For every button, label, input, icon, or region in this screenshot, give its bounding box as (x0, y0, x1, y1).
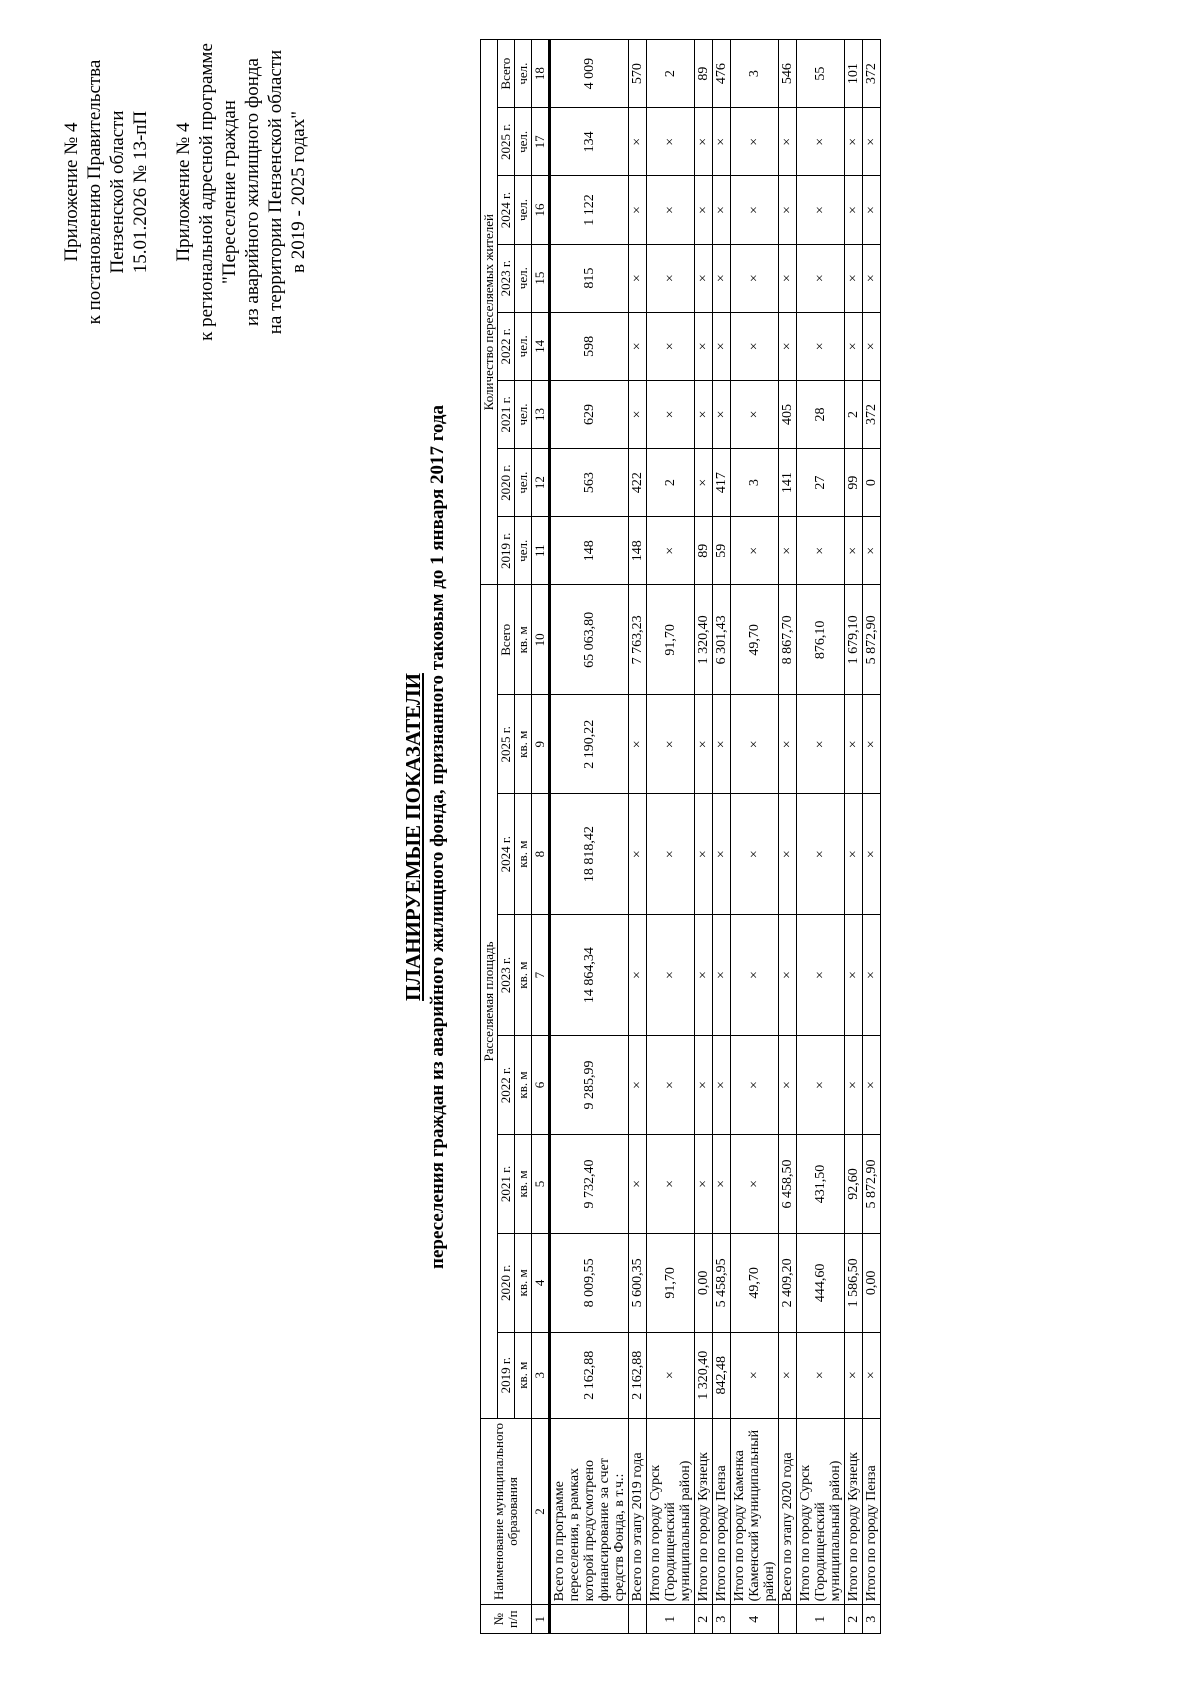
people-cell: × (647, 380, 695, 448)
people-cell: × (731, 380, 779, 448)
table-row (695, 40, 713, 1634)
row-number: 3 (863, 1605, 881, 1634)
people-cell: 89 (695, 517, 713, 585)
people-cell: × (713, 108, 731, 176)
area-cell: × (863, 1036, 881, 1135)
table-row (550, 40, 629, 1634)
area-cell: × (713, 1134, 731, 1233)
people-cell: × (713, 312, 731, 380)
column-number: 11 (532, 517, 550, 585)
people-cell: 2 (845, 380, 863, 448)
people-cell: × (863, 244, 881, 312)
header-people-group: Количество переселяемых жителей (481, 40, 498, 585)
area-cell: × (863, 915, 881, 1036)
approval-line: Приложение № 4 (61, 122, 82, 262)
area-cell: 5 600,35 (629, 1233, 647, 1332)
area-cell: × (695, 794, 713, 915)
area-cell: × (647, 695, 695, 794)
people-cell: × (695, 244, 713, 312)
people-cell: 372 (863, 380, 881, 448)
people-cell: × (845, 176, 863, 244)
unit-people: чел. (515, 108, 532, 176)
people-cell: × (629, 312, 647, 380)
appendix-line: к региональной адресной программе (196, 43, 217, 341)
unit-area: кв. м (515, 695, 532, 794)
area-cell: × (647, 1332, 695, 1418)
people-cell: 4 009 (550, 40, 629, 108)
area-cell: × (779, 794, 797, 915)
area-cell: × (713, 1036, 731, 1135)
people-cell: × (863, 176, 881, 244)
people-cell: 2 (647, 40, 695, 108)
header-row-years (498, 40, 515, 1634)
area-cell: 5 458,95 (713, 1233, 731, 1332)
header-people-year: 2024 г. (498, 176, 515, 244)
people-cell: 28 (797, 380, 845, 448)
area-cell: 14 864,34 (550, 915, 629, 1036)
area-cell: 2 162,88 (550, 1332, 629, 1418)
area-cell: 7 763,23 (629, 585, 647, 695)
people-cell: × (863, 517, 881, 585)
table-row (713, 40, 731, 1634)
people-cell: 417 (713, 449, 731, 517)
area-cell: 1 320,40 (695, 585, 713, 695)
header-area-total: Всего (498, 585, 515, 695)
area-cell: × (713, 794, 731, 915)
people-cell: × (779, 108, 797, 176)
column-number: 6 (532, 1036, 550, 1135)
people-cell: × (647, 517, 695, 585)
area-cell: × (731, 1134, 779, 1233)
people-cell: 563 (550, 449, 629, 517)
people-cell: × (695, 449, 713, 517)
people-cell: × (629, 176, 647, 244)
row-municipality-name: Всего по программе переселения, в рамках которой предусмотрено финансирование за счет средств Фонда, в т.ч.: (550, 1418, 629, 1605)
area-cell: × (797, 794, 845, 915)
unit-people: чел. (515, 449, 532, 517)
area-cell: × (695, 695, 713, 794)
people-cell: × (863, 108, 881, 176)
column-number: 1 (532, 1605, 550, 1634)
people-cell: × (779, 312, 797, 380)
header-num: № п/п (481, 1605, 532, 1634)
header-area-year: 2021 г. (498, 1134, 515, 1233)
unit-people: чел. (515, 380, 532, 448)
indicators-table-wrapper (480, 39, 881, 1634)
row-number: 3 (713, 1605, 731, 1634)
area-cell: × (863, 695, 881, 794)
people-cell: 59 (713, 517, 731, 585)
people-cell: 2 (647, 449, 695, 517)
people-cell: × (845, 244, 863, 312)
area-cell: × (629, 1036, 647, 1135)
row-municipality-name: Итого по городу Пенза (713, 1418, 731, 1605)
area-cell: × (863, 1332, 881, 1418)
appendix-line: в 2019 - 2025 годах" (288, 111, 309, 273)
unit-people: чел. (515, 176, 532, 244)
unit-people: чел. (515, 40, 532, 108)
table-row (647, 40, 695, 1634)
header-area-year: 2019 г. (498, 1332, 515, 1418)
column-number: 5 (532, 1134, 550, 1233)
column-number: 8 (532, 794, 550, 915)
area-cell: × (695, 1134, 713, 1233)
area-cell: × (647, 794, 695, 915)
row-number (550, 1605, 629, 1634)
people-cell: × (731, 312, 779, 380)
area-cell: × (779, 1332, 797, 1418)
people-cell: 148 (550, 517, 629, 585)
people-cell: 148 (629, 517, 647, 585)
area-cell: 0,00 (863, 1233, 881, 1332)
area-cell: 8 867,70 (779, 585, 797, 695)
row-municipality-name: Всего по этапу 2020 года (779, 1418, 797, 1605)
column-numbers-row (532, 40, 550, 1634)
people-cell: × (647, 312, 695, 380)
area-cell: × (845, 1332, 863, 1418)
appendix-line: из аварийного жилищного фонда (242, 58, 263, 326)
people-cell: 629 (550, 380, 629, 448)
column-number: 17 (532, 108, 550, 176)
table-row (731, 40, 779, 1634)
people-cell: × (797, 108, 845, 176)
document-subtitle: переселения граждан из аварийного жилищного фонда, признанного таковым до 1 января 2017 года (427, 405, 448, 1269)
people-cell: × (845, 517, 863, 585)
header-area-year: 2024 г. (498, 794, 515, 915)
people-cell: 570 (629, 40, 647, 108)
header-area-year: 2025 г. (498, 695, 515, 794)
people-cell: × (713, 176, 731, 244)
people-cell: 598 (550, 312, 629, 380)
header-people-year: 2021 г. (498, 380, 515, 448)
header-area-year: 2023 г. (498, 915, 515, 1036)
area-cell: × (731, 794, 779, 915)
people-cell: × (647, 244, 695, 312)
area-cell: × (647, 1134, 695, 1233)
people-cell: × (695, 380, 713, 448)
header-people-year: 2023 г. (498, 244, 515, 312)
row-number: 1 (647, 1605, 695, 1634)
area-cell: 92,60 (845, 1134, 863, 1233)
area-cell: 91,70 (647, 585, 695, 695)
area-cell: × (797, 1036, 845, 1135)
row-municipality-name: Итого по городу Каменка (Каменский муниципальный район) (731, 1418, 779, 1605)
unit-area: кв. м (515, 1036, 532, 1135)
area-cell: 6 301,43 (713, 585, 731, 695)
area-cell: 5 872,90 (863, 585, 881, 695)
unit-area: кв. м (515, 1332, 532, 1418)
area-cell: 1 586,50 (845, 1233, 863, 1332)
approval-line: 15.01.2026 № 13-пП (130, 110, 151, 274)
column-number: 3 (532, 1332, 550, 1418)
approval-line: к постановлению Правительства (84, 59, 105, 325)
row-municipality-name: Итого по городу Пенза (863, 1418, 881, 1605)
people-cell: × (731, 517, 779, 585)
people-cell: 141 (779, 449, 797, 517)
unit-area: кв. м (515, 585, 532, 695)
header-people-total: Всего (498, 40, 515, 108)
column-number: 13 (532, 380, 550, 448)
area-cell: 2 190,22 (550, 695, 629, 794)
area-cell: × (845, 1036, 863, 1135)
people-cell: 99 (845, 449, 863, 517)
area-cell: × (797, 695, 845, 794)
area-cell: × (731, 695, 779, 794)
people-cell: × (713, 380, 731, 448)
people-cell: 0 (863, 449, 881, 517)
people-cell: × (647, 176, 695, 244)
people-cell: × (845, 108, 863, 176)
area-cell: × (845, 794, 863, 915)
people-cell: 476 (713, 40, 731, 108)
people-cell: × (695, 108, 713, 176)
row-municipality-name: Всего по этапу 2019 года (629, 1418, 647, 1605)
people-cell: 55 (797, 40, 845, 108)
area-cell: × (779, 695, 797, 794)
people-cell: 134 (550, 108, 629, 176)
people-cell: 546 (779, 40, 797, 108)
area-cell: 8 009,55 (550, 1233, 629, 1332)
area-cell: 2 162,88 (629, 1332, 647, 1418)
area-cell: × (797, 1332, 845, 1418)
header-area-year: 2020 г. (498, 1233, 515, 1332)
people-cell: × (779, 176, 797, 244)
area-cell: 49,70 (731, 1233, 779, 1332)
column-number: 2 (532, 1418, 550, 1605)
people-cell: 405 (779, 380, 797, 448)
header-row-units (515, 40, 532, 1634)
area-cell: 91,70 (647, 1233, 695, 1332)
area-cell: × (863, 794, 881, 915)
header-people-year: 2020 г. (498, 449, 515, 517)
row-municipality-name: Итого по городу Сурск (Городищенский муниципальный район) (797, 1418, 845, 1605)
people-cell: 815 (550, 244, 629, 312)
area-cell: × (731, 915, 779, 1036)
area-cell: × (845, 695, 863, 794)
people-cell: × (797, 312, 845, 380)
column-number: 15 (532, 244, 550, 312)
area-cell: 444,60 (797, 1233, 845, 1332)
header-people-year: 2022 г. (498, 312, 515, 380)
area-cell: × (797, 915, 845, 1036)
area-cell: 431,50 (797, 1134, 845, 1233)
table-row (845, 40, 863, 1634)
area-cell: 1 320,40 (695, 1332, 713, 1418)
row-number: 4 (731, 1605, 779, 1634)
table-row (863, 40, 881, 1634)
people-cell: 27 (797, 449, 845, 517)
people-cell: × (845, 312, 863, 380)
appendix-line: на территории Пензенской области (265, 49, 286, 335)
area-cell: × (779, 915, 797, 1036)
unit-area: кв. м (515, 1134, 532, 1233)
people-cell: × (713, 244, 731, 312)
document-title: ПЛАНИРУЕМЫЕ ПОКАЗАТЕЛИ (401, 673, 425, 1001)
unit-people: чел. (515, 517, 532, 585)
approval-line: Пензенской области (107, 110, 128, 274)
area-cell: × (731, 1036, 779, 1135)
people-cell: × (695, 176, 713, 244)
area-cell: × (629, 915, 647, 1036)
table-row (797, 40, 845, 1634)
area-cell: 65 063,80 (550, 585, 629, 695)
people-cell: 3 (731, 449, 779, 517)
people-cell: × (797, 244, 845, 312)
column-number: 4 (532, 1233, 550, 1332)
header-area-group: Расселяемая площадь (481, 585, 498, 1418)
column-number: 9 (532, 695, 550, 794)
people-cell: × (779, 244, 797, 312)
people-cell: × (647, 108, 695, 176)
people-cell: 422 (629, 449, 647, 517)
people-cell: 89 (695, 40, 713, 108)
approval-block (60, 27, 310, 357)
row-number: 2 (695, 1605, 713, 1634)
title-block (400, 37, 450, 1637)
people-cell: × (629, 108, 647, 176)
people-cell: × (731, 176, 779, 244)
column-number: 12 (532, 449, 550, 517)
area-cell: 0,00 (695, 1233, 713, 1332)
row-number: 2 (845, 1605, 863, 1634)
people-cell: × (863, 312, 881, 380)
people-cell: × (695, 312, 713, 380)
column-number: 14 (532, 312, 550, 380)
appendix-line: "Переселение граждан (219, 100, 240, 284)
unit-people: чел. (515, 312, 532, 380)
header-people-year: 2025 г. (498, 108, 515, 176)
area-cell: × (713, 915, 731, 1036)
area-cell: 18 818,42 (550, 794, 629, 915)
area-cell: 842,48 (713, 1332, 731, 1418)
header-people-year: 2019 г. (498, 517, 515, 585)
people-cell: × (731, 108, 779, 176)
header-row-groups (481, 40, 498, 1634)
row-municipality-name: Итого по городу Кузнецк (695, 1418, 713, 1605)
area-cell: × (845, 915, 863, 1036)
header-name: Наименование муниципального образования (481, 1418, 532, 1605)
area-cell: × (629, 1134, 647, 1233)
people-cell: 372 (863, 40, 881, 108)
column-number: 7 (532, 915, 550, 1036)
people-cell: × (731, 244, 779, 312)
row-municipality-name: Итого по городу Сурск (Городищенский муниципальный район) (647, 1418, 695, 1605)
area-cell: 5 872,90 (863, 1134, 881, 1233)
people-cell: 101 (845, 40, 863, 108)
area-cell: 49,70 (731, 585, 779, 695)
row-municipality-name: Итого по городу Кузнецк (845, 1418, 863, 1605)
people-cell: × (629, 244, 647, 312)
area-cell: × (713, 695, 731, 794)
indicators-table (480, 39, 881, 1634)
unit-area: кв. м (515, 1233, 532, 1332)
area-cell: 9 732,40 (550, 1134, 629, 1233)
area-cell: 2 409,20 (779, 1233, 797, 1332)
people-cell: × (779, 517, 797, 585)
column-number: 18 (532, 40, 550, 108)
row-number (629, 1605, 647, 1634)
people-cell: × (797, 176, 845, 244)
area-cell: × (731, 1332, 779, 1418)
area-cell: 876,10 (797, 585, 845, 695)
column-number: 16 (532, 176, 550, 244)
people-cell: × (797, 517, 845, 585)
row-number: 1 (797, 1605, 845, 1634)
unit-area: кв. м (515, 794, 532, 915)
appendix-line: Приложение № 4 (173, 122, 194, 262)
table-row (779, 40, 797, 1634)
people-cell: 3 (731, 40, 779, 108)
area-cell: × (629, 695, 647, 794)
area-cell: × (779, 1036, 797, 1135)
unit-area: кв. м (515, 915, 532, 1036)
area-cell: × (629, 794, 647, 915)
header-area-year: 2022 г. (498, 1036, 515, 1135)
area-cell: × (647, 915, 695, 1036)
area-cell: 1 679,10 (845, 585, 863, 695)
area-cell: 9 285,99 (550, 1036, 629, 1135)
area-cell: 6 458,50 (779, 1134, 797, 1233)
table-row (629, 40, 647, 1634)
area-cell: × (695, 915, 713, 1036)
people-cell: × (629, 380, 647, 448)
area-cell: × (695, 1036, 713, 1135)
column-number: 10 (532, 585, 550, 695)
area-cell: × (647, 1036, 695, 1135)
row-number (779, 1605, 797, 1634)
unit-people: чел. (515, 244, 532, 312)
people-cell: 1 122 (550, 176, 629, 244)
